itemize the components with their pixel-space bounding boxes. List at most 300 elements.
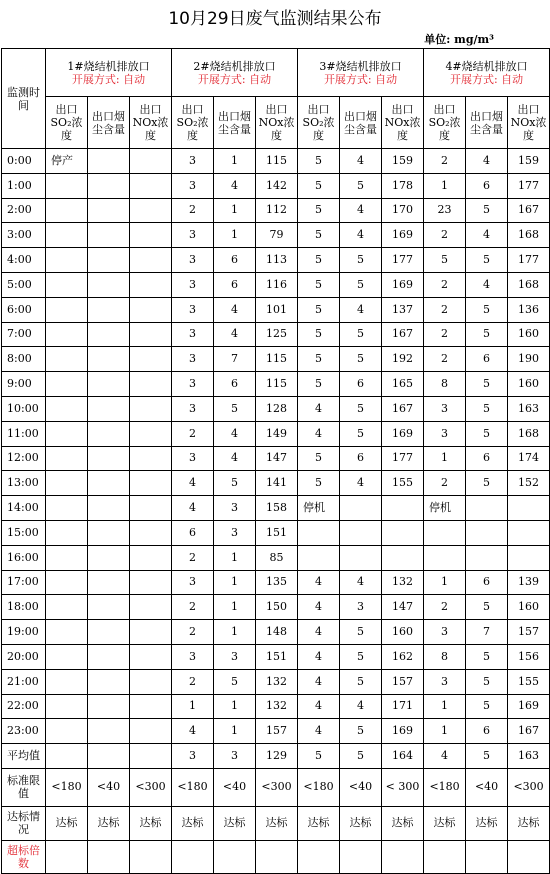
data-row (2, 496, 550, 521)
time-cell: 7:00 (2, 322, 46, 347)
value-cell (130, 744, 172, 769)
time-cell: 1:00 (2, 173, 46, 198)
value-cell: 5 (340, 173, 382, 198)
data-row (2, 372, 550, 397)
value-cell: 5 (466, 372, 508, 397)
value-cell: <40 (466, 768, 508, 806)
value-cell: 151 (256, 520, 298, 545)
value-cell (46, 421, 88, 446)
value-cell: <40 (88, 768, 130, 806)
value-cell: 5 (466, 297, 508, 322)
value-cell (88, 372, 130, 397)
value-cell: 1 (214, 545, 256, 570)
value-cell (88, 644, 130, 669)
value-cell: 171 (382, 694, 424, 719)
value-cell: 5 (298, 372, 340, 397)
value-cell: 151 (256, 644, 298, 669)
value-cell (130, 719, 172, 744)
value-cell: 5 (298, 223, 340, 248)
value-cell: 3 (214, 744, 256, 769)
value-cell (88, 223, 130, 248)
value-cell (46, 744, 88, 769)
value-cell (46, 446, 88, 471)
value-cell: 8 (424, 372, 466, 397)
value-cell: 113 (256, 248, 298, 273)
data-row (2, 173, 550, 198)
value-cell: 163 (508, 744, 550, 769)
value-cell: 1 (214, 149, 256, 174)
value-cell: 158 (256, 496, 298, 521)
time-cell: 12:00 (2, 446, 46, 471)
value-cell: <180 (172, 768, 214, 806)
value-cell: 160 (382, 620, 424, 645)
value-cell: 5 (298, 446, 340, 471)
value-cell: 160 (508, 595, 550, 620)
time-cell: 22:00 (2, 694, 46, 719)
value-cell: < 300 (382, 768, 424, 806)
time-cell: 21:00 (2, 669, 46, 694)
value-cell: 132 (256, 694, 298, 719)
value-cell: 141 (256, 471, 298, 496)
value-cell: 4 (340, 223, 382, 248)
value-cell (88, 669, 130, 694)
value-cell: 5 (466, 669, 508, 694)
value-cell: 167 (382, 322, 424, 347)
value-cell (88, 496, 130, 521)
value-cell: 4 (466, 272, 508, 297)
value-cell: 4 (298, 669, 340, 694)
time-cell: 10:00 (2, 396, 46, 421)
value-cell: 115 (256, 372, 298, 397)
value-cell (88, 545, 130, 570)
value-cell (88, 173, 130, 198)
value-cell (130, 272, 172, 297)
value-cell (130, 446, 172, 471)
parameter-header: 出口烟尘含量 (466, 97, 508, 149)
value-cell: 5 (298, 248, 340, 273)
value-cell: 4 (214, 421, 256, 446)
value-cell: 1 (214, 570, 256, 595)
value-cell: <180 (46, 768, 88, 806)
value-cell: <300 (508, 768, 550, 806)
value-cell (508, 496, 550, 521)
value-cell (88, 595, 130, 620)
value-cell (340, 520, 382, 545)
exceed-row (2, 840, 550, 873)
value-cell: 停机 (298, 496, 340, 521)
time-cell: 23:00 (2, 719, 46, 744)
value-cell: 5 (340, 322, 382, 347)
value-cell (88, 694, 130, 719)
data-row (2, 595, 550, 620)
value-cell (46, 372, 88, 397)
value-cell (130, 421, 172, 446)
data-row (2, 322, 550, 347)
value-cell (172, 840, 214, 873)
value-cell: 159 (382, 149, 424, 174)
value-cell: 169 (382, 421, 424, 446)
value-cell: 3 (172, 347, 214, 372)
value-cell: 达标 (382, 806, 424, 840)
value-cell: 79 (256, 223, 298, 248)
value-cell: 5 (466, 248, 508, 273)
value-cell: 1 (214, 719, 256, 744)
outlet-name: 3#烧结机排放口 (319, 59, 402, 73)
value-cell: 6 (466, 570, 508, 595)
value-cell (382, 520, 424, 545)
data-row (2, 694, 550, 719)
time-cell: 18:00 (2, 595, 46, 620)
value-cell (46, 322, 88, 347)
value-cell: 147 (256, 446, 298, 471)
value-cell: 6 (466, 173, 508, 198)
value-cell: 2 (424, 471, 466, 496)
value-cell (508, 840, 550, 873)
value-cell: 129 (256, 744, 298, 769)
value-cell: 5 (298, 744, 340, 769)
value-cell: 4 (172, 496, 214, 521)
value-cell: 5 (466, 694, 508, 719)
value-cell (46, 595, 88, 620)
value-cell (130, 694, 172, 719)
value-cell (46, 272, 88, 297)
value-cell (382, 840, 424, 873)
data-row (2, 719, 550, 744)
value-cell (130, 595, 172, 620)
value-cell: 6 (172, 520, 214, 545)
value-cell: 115 (256, 347, 298, 372)
value-cell: 3 (424, 421, 466, 446)
data-row (2, 223, 550, 248)
value-cell: 147 (382, 595, 424, 620)
parameter-header: 出口NOx浓度 (130, 97, 172, 149)
value-cell: 达标 (130, 806, 172, 840)
value-cell: 5 (340, 644, 382, 669)
value-cell: 3 (424, 620, 466, 645)
parameter-header: 出口NOx浓度 (256, 97, 298, 149)
value-cell (466, 520, 508, 545)
value-cell: <300 (256, 768, 298, 806)
value-cell (46, 570, 88, 595)
value-cell: 5 (466, 744, 508, 769)
value-cell (46, 545, 88, 570)
standard-row (2, 768, 550, 806)
value-cell: 达标 (298, 806, 340, 840)
value-cell (88, 396, 130, 421)
value-cell: 23 (424, 198, 466, 223)
value-cell: 139 (508, 570, 550, 595)
value-cell: 2 (172, 595, 214, 620)
time-cell: 13:00 (2, 471, 46, 496)
value-cell: 3 (172, 223, 214, 248)
value-cell: 177 (508, 248, 550, 273)
value-cell: 4 (340, 471, 382, 496)
time-cell: 0:00 (2, 149, 46, 174)
value-cell: 4 (340, 694, 382, 719)
value-cell: 达标 (256, 806, 298, 840)
value-cell: 3 (340, 595, 382, 620)
emission-table (1, 48, 550, 874)
value-cell: 1 (214, 620, 256, 645)
value-cell: 169 (382, 719, 424, 744)
value-cell: 5 (424, 248, 466, 273)
value-cell: <300 (130, 768, 172, 806)
parameter-header: 出口NOx浓度 (508, 97, 550, 149)
outlet-header (46, 49, 172, 97)
value-cell: 3 (172, 248, 214, 273)
value-cell: 6 (214, 248, 256, 273)
value-cell (88, 840, 130, 873)
value-cell: 4 (298, 595, 340, 620)
time-cell: 11:00 (2, 421, 46, 446)
value-cell (424, 840, 466, 873)
row-label: 达标情况 (2, 806, 46, 840)
value-cell: 156 (508, 644, 550, 669)
row-header-cell (2, 49, 46, 149)
value-cell (130, 173, 172, 198)
value-cell: 3 (424, 669, 466, 694)
value-cell: 5 (340, 744, 382, 769)
value-cell: 达标 (340, 806, 382, 840)
value-cell: 157 (256, 719, 298, 744)
value-cell (424, 545, 466, 570)
value-cell: 4 (298, 396, 340, 421)
value-cell (130, 149, 172, 174)
value-cell (130, 496, 172, 521)
value-cell: 4 (466, 149, 508, 174)
value-cell: 4 (298, 570, 340, 595)
value-cell (88, 421, 130, 446)
value-cell: 5 (298, 272, 340, 297)
value-cell: 132 (256, 669, 298, 694)
parameter-header-row (2, 97, 550, 149)
value-cell (46, 620, 88, 645)
value-cell (46, 719, 88, 744)
value-cell (88, 297, 130, 322)
value-cell: 4 (172, 471, 214, 496)
value-cell: 1 (214, 223, 256, 248)
time-cell: 5:00 (2, 272, 46, 297)
value-cell: 3 (172, 570, 214, 595)
value-cell: 3 (172, 272, 214, 297)
row-header: 监测时间 (7, 85, 40, 112)
row-label: 超标倍数 (2, 840, 46, 873)
data-row (2, 149, 550, 174)
value-cell: 2 (172, 421, 214, 446)
value-cell: 178 (382, 173, 424, 198)
value-cell (298, 545, 340, 570)
value-cell: 5 (298, 322, 340, 347)
value-cell: 5 (214, 396, 256, 421)
value-cell: 3 (172, 644, 214, 669)
value-cell: 3 (172, 396, 214, 421)
value-cell (46, 496, 88, 521)
value-cell: 达标 (214, 806, 256, 840)
value-cell: <40 (214, 768, 256, 806)
value-cell: 5 (298, 471, 340, 496)
value-cell: 85 (256, 545, 298, 570)
value-cell: 177 (382, 446, 424, 471)
value-cell: 4 (340, 297, 382, 322)
parameter-header: 出口SO₂浓度 (46, 97, 88, 149)
value-cell: 2 (172, 669, 214, 694)
value-cell (88, 446, 130, 471)
value-cell: 167 (382, 396, 424, 421)
value-cell: 6 (466, 347, 508, 372)
value-cell (130, 372, 172, 397)
value-cell: 5 (340, 248, 382, 273)
parameter-header: 出口烟尘含量 (214, 97, 256, 149)
value-cell: 190 (508, 347, 550, 372)
value-cell: 162 (382, 644, 424, 669)
value-cell: 5 (298, 198, 340, 223)
value-cell: 达标 (88, 806, 130, 840)
value-cell: 4 (340, 198, 382, 223)
value-cell: 4 (298, 644, 340, 669)
value-cell (46, 471, 88, 496)
value-cell: 1 (424, 719, 466, 744)
value-cell: 142 (256, 173, 298, 198)
value-cell: 3 (172, 322, 214, 347)
value-cell: 164 (382, 744, 424, 769)
value-cell: <180 (424, 768, 466, 806)
parameter-header: 出口NOx浓度 (382, 97, 424, 149)
value-cell (508, 520, 550, 545)
outlet-name: 1#烧结机排放口 (67, 59, 150, 73)
value-cell (46, 694, 88, 719)
value-cell: 149 (256, 421, 298, 446)
outlet-mode: 开展方式: 自动 (71, 72, 146, 86)
value-cell (46, 840, 88, 873)
outlet-mode: 开展方式: 自动 (323, 72, 398, 86)
value-cell (130, 396, 172, 421)
value-cell (256, 840, 298, 873)
value-cell: 3 (172, 744, 214, 769)
value-cell: 165 (382, 372, 424, 397)
value-cell: 5 (340, 719, 382, 744)
value-cell (130, 620, 172, 645)
value-cell: 达标 (424, 806, 466, 840)
value-cell: 5 (466, 471, 508, 496)
value-cell: 150 (256, 595, 298, 620)
value-cell: 2 (172, 545, 214, 570)
value-cell: 5 (340, 347, 382, 372)
row-label: 标准限值 (2, 768, 46, 806)
value-cell: 7 (466, 620, 508, 645)
value-cell: 132 (382, 570, 424, 595)
value-cell: 1 (424, 570, 466, 595)
data-row (2, 446, 550, 471)
data-row (2, 421, 550, 446)
value-cell: 169 (382, 272, 424, 297)
data-row (2, 297, 550, 322)
value-cell: 1 (214, 198, 256, 223)
value-cell: 101 (256, 297, 298, 322)
value-cell (130, 520, 172, 545)
value-cell: 170 (382, 198, 424, 223)
value-cell (88, 620, 130, 645)
value-cell: 177 (382, 248, 424, 273)
value-cell (46, 248, 88, 273)
value-cell: 135 (256, 570, 298, 595)
time-cell: 平均值 (2, 744, 46, 769)
value-cell: 停机 (424, 496, 466, 521)
value-cell: 4 (298, 694, 340, 719)
value-cell: 1 (424, 694, 466, 719)
value-cell: 达标 (46, 806, 88, 840)
value-cell (130, 545, 172, 570)
unit-label: 单位: mg/m³ (424, 33, 494, 46)
value-cell (424, 520, 466, 545)
value-cell (130, 471, 172, 496)
value-cell (382, 545, 424, 570)
value-cell (130, 297, 172, 322)
value-cell: 6 (340, 446, 382, 471)
value-cell (466, 545, 508, 570)
value-cell: 167 (508, 198, 550, 223)
time-cell: 19:00 (2, 620, 46, 645)
value-cell: 157 (508, 620, 550, 645)
value-cell (130, 840, 172, 873)
time-cell: 20:00 (2, 644, 46, 669)
value-cell (46, 173, 88, 198)
time-cell: 16:00 (2, 545, 46, 570)
data-row (2, 198, 550, 223)
value-cell: 3 (214, 644, 256, 669)
value-cell: 3 (214, 496, 256, 521)
value-cell: 128 (256, 396, 298, 421)
value-cell: 116 (256, 272, 298, 297)
value-cell (46, 223, 88, 248)
value-cell: 2 (424, 272, 466, 297)
value-cell: 159 (508, 149, 550, 174)
value-cell: 5 (466, 322, 508, 347)
time-cell: 3:00 (2, 223, 46, 248)
outlet-mode: 开展方式: 自动 (449, 72, 524, 86)
value-cell: 4 (298, 719, 340, 744)
value-cell: 168 (508, 223, 550, 248)
data-row (2, 272, 550, 297)
value-cell: 4 (214, 322, 256, 347)
value-cell (340, 840, 382, 873)
value-cell (88, 149, 130, 174)
value-cell: 167 (508, 719, 550, 744)
value-cell (382, 496, 424, 521)
value-cell: 3 (172, 297, 214, 322)
value-cell: 1 (424, 173, 466, 198)
data-row (2, 396, 550, 421)
value-cell: 157 (382, 669, 424, 694)
value-cell: 2 (424, 595, 466, 620)
parameter-header: 出口SO₂浓度 (172, 97, 214, 149)
value-cell: 148 (256, 620, 298, 645)
value-cell: 160 (508, 322, 550, 347)
outlet-header (298, 49, 424, 97)
value-cell: 2 (424, 347, 466, 372)
value-cell: 152 (508, 471, 550, 496)
value-cell (46, 297, 88, 322)
value-cell: 5 (340, 669, 382, 694)
value-cell (214, 840, 256, 873)
value-cell (298, 520, 340, 545)
value-cell: 2 (424, 297, 466, 322)
time-cell: 14:00 (2, 496, 46, 521)
parameter-header: 出口SO₂浓度 (424, 97, 466, 149)
value-cell: 169 (382, 223, 424, 248)
value-cell: 5 (466, 595, 508, 620)
value-cell (88, 520, 130, 545)
value-cell: <40 (340, 768, 382, 806)
